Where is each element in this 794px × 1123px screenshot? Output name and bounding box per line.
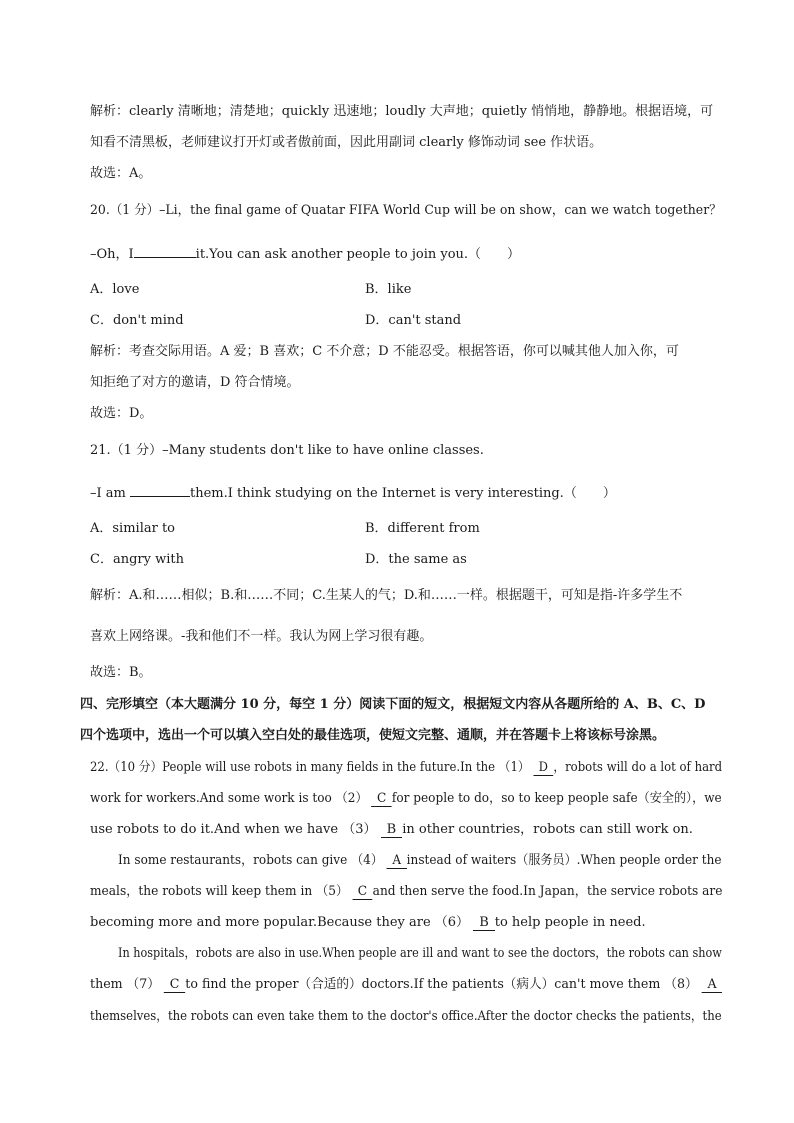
q22-answer-7: C — [164, 978, 185, 993]
q22-line8 — [90, 976, 722, 994]
q20-line2-before: –Oh，I — [90, 247, 134, 262]
q20-option-c: C．don't mind — [90, 313, 184, 328]
q22-answer-4: A — [387, 854, 407, 869]
q20-line2 — [90, 244, 520, 264]
q22-line4-text-a: In some restaurants，robots can give （4） — [118, 853, 383, 868]
q22-line5-text-a: meals，the robots will keep them in （5） — [90, 884, 349, 899]
q20-option-b: B．like — [365, 282, 412, 297]
q22-answer-6: B — [473, 916, 495, 931]
q22-line3 — [90, 821, 693, 839]
q21-line2 — [90, 483, 616, 503]
q20-analysis-line2: 知拒绝了对方的邀请，D 符合情境。 — [90, 375, 300, 390]
q22-line5-text-b: and then serve the food.In Japan，the service robots are — [372, 884, 723, 899]
q19-analysis-line1: 解析：clearly 清晰地；清楚地；quickly 迅速地；loudly 大声地；quietly 悄悄地，静静地。根据语境，可 — [90, 104, 714, 119]
q22-line9: themselves，the robots can even take them to the doctor's office.After the doctor checks the patients，the — [90, 1009, 722, 1024]
q22-line6 — [90, 914, 646, 932]
q22-line2-text-a: work for workers.And some work is too （2） — [90, 791, 368, 806]
q22-line1-text-a: 22.（10 分）People will use robots in many fields in the future.In the （1） — [90, 760, 530, 775]
section4-heading-line1: 四、完形填空（本大题满分 10 分，每空 1 分）阅读下面的短文，根据短文内容从各题所给的 A、B、C、D — [80, 697, 706, 712]
q20-blank — [134, 244, 196, 258]
q21-option-c: C．angry with — [90, 552, 184, 567]
q19-analysis-line2: 知看不清黑板，老师建议打开灯或者傲前面，因此用副词 clearly 修饰动词 see 作状语。 — [90, 135, 603, 150]
q20-answer: 故选：D。 — [90, 406, 153, 421]
q20-option-a: A．love — [90, 282, 140, 297]
q21-answer: 故选：B。 — [90, 665, 152, 680]
q22-line3-text-b: in other countries，robots can still work on. — [402, 822, 693, 837]
q21-stem: 21.（1 分）–Many students don't like to have online classes. — [90, 443, 484, 458]
q22-line3-text-a: use robots to do it.And when we have （3） — [90, 822, 377, 837]
q21-analysis-line2: 喜欢上网络课。-我和他们不一样。我认为网上学习很有趣。 — [90, 629, 433, 644]
q22-line6-text-a: becoming more and more popular.Because they are （6） — [90, 915, 470, 930]
q22-answer-8: A — [702, 978, 723, 993]
q22-answer-1: D — [533, 761, 553, 776]
q22-line2 — [90, 790, 722, 808]
q22-line1 — [90, 759, 722, 777]
q21-option-a: A．similar to — [90, 521, 176, 536]
q22-line6-text-b: to help people in need. — [494, 915, 646, 930]
q21-line2-before: –I am — [90, 486, 126, 501]
q21-blank — [130, 483, 190, 497]
q20-analysis-line1: 解析：考查交际用语。A 爱；B 喜欢；C 不介意；D 不能忍受。根据答语，你可以喊其他人加入你，可 — [90, 344, 679, 359]
q22-line2-text-b: for people to do，so to keep people safe（安全的），we — [391, 791, 722, 806]
q21-analysis-line1: 解析：A.和……相似；B.和……不同；C.生某人的气；D.和……一样。根据题干，可知是指-许多学生不 — [90, 588, 683, 603]
q22-line4 — [118, 852, 722, 870]
q22-answer-2: C — [371, 792, 391, 807]
q22-line5 — [90, 883, 722, 901]
q20-stem: 20.（1 分）–Li，the final game of Quatar FIFA World Cup will be on show，can we watch together？ — [90, 203, 722, 218]
q22-line1-text-b: ，robots will do a lot of hard — [553, 760, 723, 775]
q22-line8-text-b: to find the proper（合适的）doctors.If the patients（病人）can't move them （8） — [185, 977, 698, 992]
q22-line7: In hospitals，robots are also in use.When people are ill and want to see the doctors，the robots can show — [118, 946, 722, 961]
section4-heading-line2: 四个选项中，选出一个可以填入空白处的最佳选项，使短文完整、通顺，并在答题卡上将该标号涂黑。 — [80, 728, 666, 743]
q19-answer: 故选：A。 — [90, 166, 152, 181]
q21-option-b: B．different from — [365, 521, 480, 536]
q21-line2-after: them.I think studying on the Internet is very interesting.（ ） — [190, 486, 616, 501]
q22-line8-text-a: them （7） — [90, 977, 160, 992]
q22-answer-3: B — [381, 823, 403, 838]
q21-option-d: D．the same as — [365, 552, 467, 567]
q22-answer-5: C — [352, 885, 373, 900]
q22-line4-text-b: instead of waiters（服务员）.When people order the — [406, 853, 722, 868]
q20-option-d: D．can't stand — [365, 313, 462, 328]
q20-line2-after: it.You can ask another people to join you.（ ） — [195, 247, 521, 262]
